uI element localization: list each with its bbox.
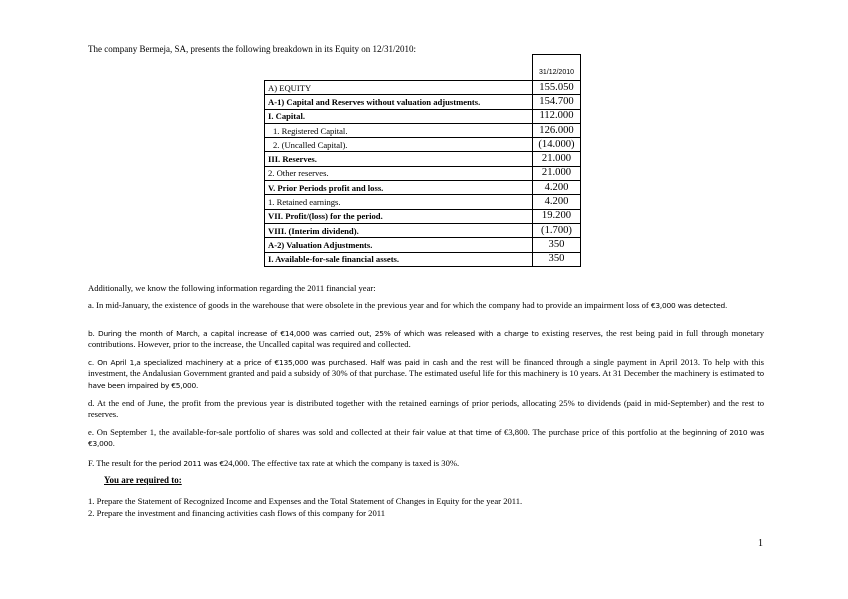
table-row xyxy=(265,195,581,209)
row-value: (1.700) xyxy=(533,223,581,237)
table-row xyxy=(265,95,581,109)
row-value: 350 xyxy=(533,252,581,266)
table-row xyxy=(265,209,581,223)
table-row xyxy=(265,238,581,252)
table-row xyxy=(265,252,581,266)
item-b: b. During the month of March, a capital increase of €14,000 was carried out, 25% of which was released with a charge to existing reserves, the rest being paid in full through monetary contributions. However, prior to the increase, the Uncalled capital was required and collected. xyxy=(88,328,765,350)
row-value: 19.200 xyxy=(533,209,581,223)
row-value: 4.200 xyxy=(533,181,581,195)
task-1: 1. Prepare the Statement of Recognized Income and Expenses and the Total Statement of Changes in Equity for the year 2011. xyxy=(88,496,523,506)
row-value: 154.700 xyxy=(533,95,581,109)
row-label: VIII. (Interim dividend). xyxy=(265,223,533,237)
row-label: VII. Profit/(loss) for the period. xyxy=(265,209,533,223)
row-label: 1. Retained earnings. xyxy=(265,195,533,209)
table-row xyxy=(265,152,581,166)
task-2: 2. Prepare the investment and financing activities cash flows of this company for 2011 xyxy=(88,508,386,518)
page-number: 1 xyxy=(758,538,763,549)
row-label: 1. Registered Capital. xyxy=(265,123,533,137)
row-label: A-2) Valuation Adjustments. xyxy=(265,238,533,252)
row-label: A) EQUITY xyxy=(265,81,533,95)
item-d: d. At the end of June, the profit from the previous year is distributed together with the retained earnings of prior periods, allocating 25% to dividends (paid in mid-September) and the rest to reserves. xyxy=(88,398,764,420)
intro-text: The company Bermeja, SA, presents the following breakdown in its Equity on 12/31/2010: xyxy=(88,44,416,54)
table-row xyxy=(265,123,581,137)
row-value: 155.050 xyxy=(533,81,581,95)
table-row xyxy=(265,81,581,95)
row-label: A-1) Capital and Reserves without valuation adjustments. xyxy=(265,95,533,109)
item-f: F. The result for the period 2011 was €24,000. The effective tax rate at which the company is taxed is 30%. xyxy=(88,458,460,468)
item-a: a. In mid-January, the existence of goods in the warehouse that were obsolete in the previous year and for which the company had to provide an impairment loss of €3,000 was detected. xyxy=(88,300,728,310)
table-row xyxy=(265,181,581,195)
table-row xyxy=(265,223,581,237)
equity-table xyxy=(264,54,581,267)
table-row xyxy=(265,138,581,152)
item-c: c. On April 1,a specialized machinery at a price of €135,000 was purchased. Half was paid in cash and the rest will be financed through a single payment in April 2013. To help with this investment, the Andalusian Government granted and paid a subsidy of 30% of that purchase. The estimated useful life for this machinery is 10 years. At 31 December the machinery is estimated to have been impaired by €5,000. xyxy=(88,357,764,390)
item-e: e. On September 1, the available-for-sale portfolio of shares was sold and collected at their fair value at that time of €3,800. The purchase price of this portfolio at the beginning of 2010 was €3,000. xyxy=(88,427,765,449)
row-label: I. Available-for-sale financial assets. xyxy=(265,252,533,266)
row-value: 350 xyxy=(533,238,581,252)
required-heading: You are required to: xyxy=(104,475,182,485)
row-label: V. Prior Periods profit and loss. xyxy=(265,181,533,195)
row-value: 4.200 xyxy=(533,195,581,209)
row-value: 21.000 xyxy=(533,152,581,166)
table-row xyxy=(265,166,581,180)
additional-info-text: Additionally, we know the following information regarding the 2011 financial year: xyxy=(88,283,376,293)
row-label: I. Capital. xyxy=(265,109,533,123)
table-row xyxy=(265,109,581,123)
row-value: (14.000) xyxy=(533,138,581,152)
row-label: 2. Other reserves. xyxy=(265,166,533,180)
row-value: 112.000 xyxy=(533,109,581,123)
row-value: 126.000 xyxy=(533,123,581,137)
row-label: 2. (Uncalled Capital). xyxy=(265,138,533,152)
row-value: 21.000 xyxy=(533,166,581,180)
row-label: III. Reserves. xyxy=(265,152,533,166)
table-header-row xyxy=(265,55,581,81)
date-header: 31/12/2010 xyxy=(533,55,581,81)
